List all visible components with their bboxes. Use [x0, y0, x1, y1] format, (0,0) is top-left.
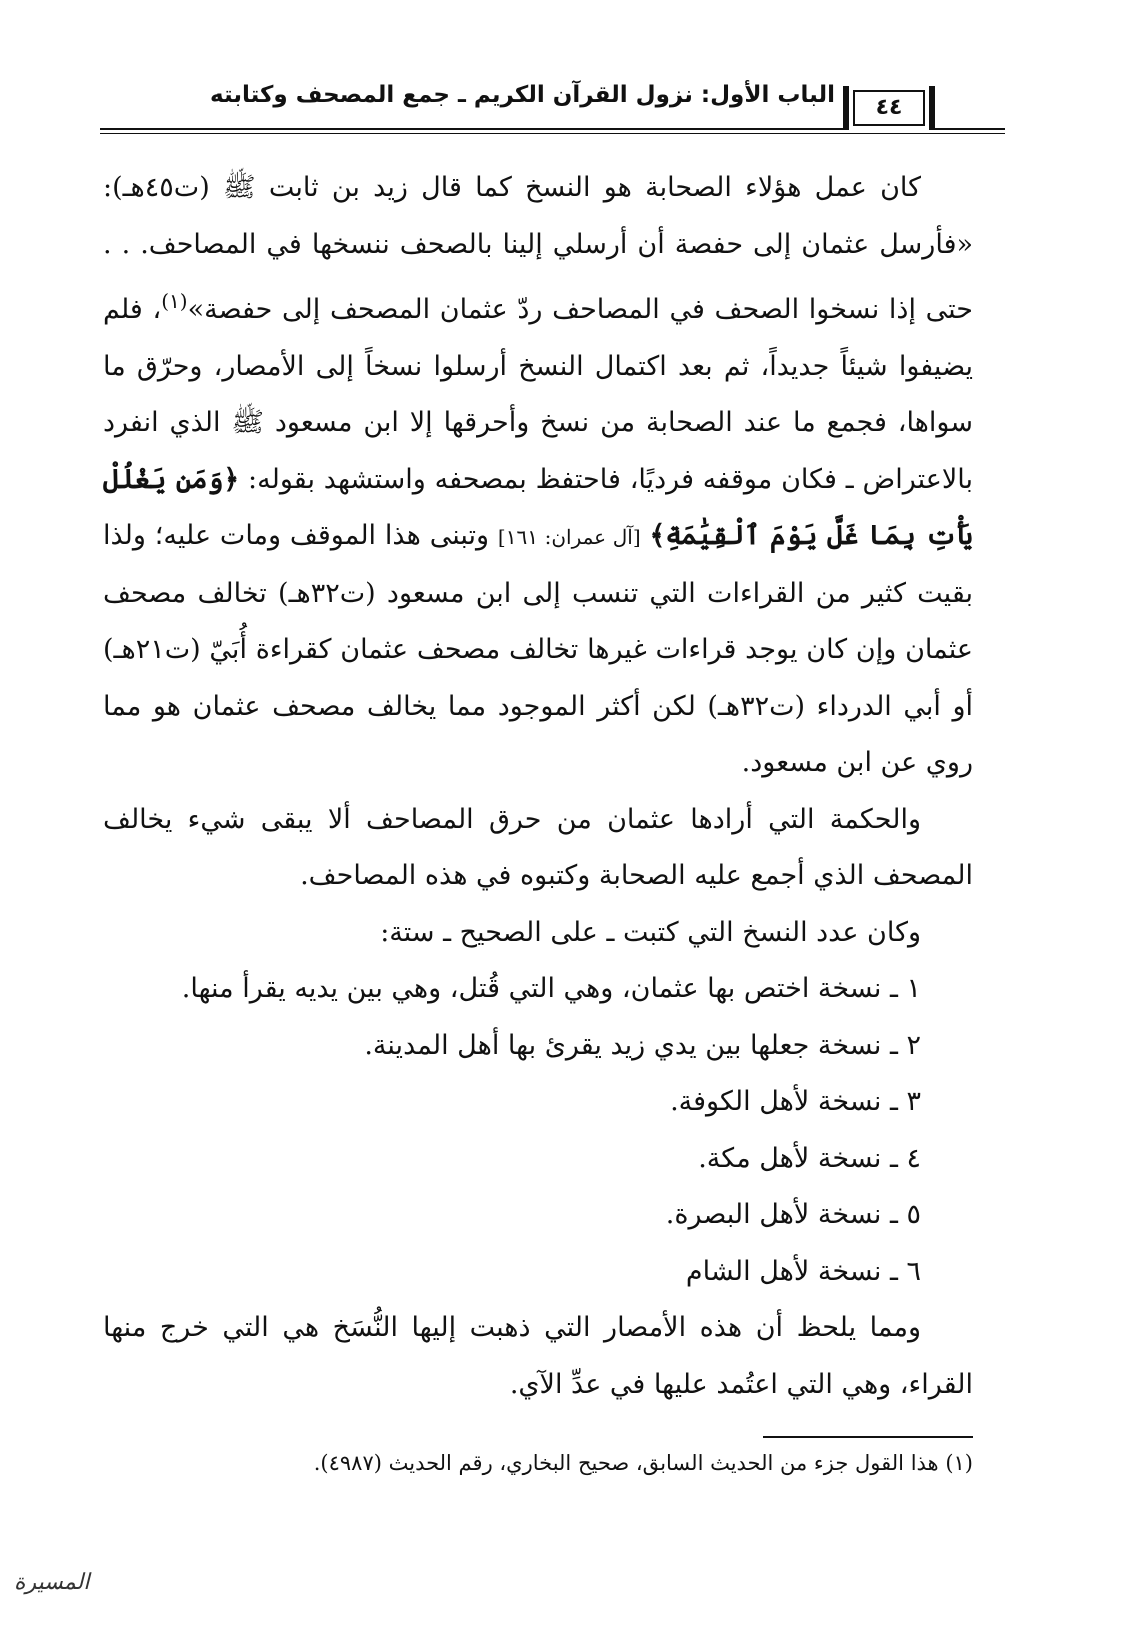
paragraph-4: ومما يلحظ أن هذه الأمصار التي ذهبت إليها النُّسَخ هي التي خرج منها القراء، وهي التي اعتُمد عليها في عدِّ الآي.: [103, 1312, 973, 1400]
paragraph-1: [103, 160, 973, 792]
list-item: ٥ ـ نسخة لأهل البصرة.: [665, 1199, 921, 1230]
header-rule-thin: [100, 133, 1005, 134]
main-text: [103, 160, 973, 1413]
footnote: [103, 1448, 973, 1478]
paragraph-3: وكان عدد النسخ التي كتبت ـ على الصحيح ـ ستة:: [380, 916, 921, 948]
list-item: ٤ ـ نسخة لأهل مكة.: [698, 1142, 921, 1174]
verse-reference: [آل عمران: ١٦١]: [497, 525, 641, 549]
footnote-marker[interactable]: (١): [161, 289, 188, 313]
page-number-frame: [843, 86, 935, 130]
publisher-logo: المسيرة: [14, 1570, 90, 1595]
footnote-number: (١): [945, 1451, 973, 1475]
list-item: ٢ ـ نسخة جعلها بين يدي زيد يقرئ بها أهل المدينة.: [364, 1029, 921, 1061]
chapter-title: الباب الأول: نزول القرآن الكريم ـ جمع المصحف وكتابته: [210, 82, 835, 108]
footnote-text: هذا القول جزء من الحديث السابق، صحيح البخاري، رقم الحديث (٤٩٨٧).: [313, 1451, 939, 1475]
paragraph-2: والحكمة التي أرادها عثمان من حرق المصاحف ألا يبقى شيء يخالف المصحف الذي أجمع عليه الصحابة وكتبوه في هذه المصاحف.: [103, 803, 973, 891]
footnote-divider: [763, 1436, 973, 1438]
paragraph-1-part-a: كان عمل هؤلاء الصحابة هو النسخ كما قال زيد بن ثابت ﷺ (ت٤٥هـ): «فأرسل عثمان إلى حفصة أن أرسلي إلينا بالصحف ننسخها في المصاحف. . . حتى إذا نسخوا الصحف في المصاحف ردّ عثمان المصحف إلى حفصة»: [103, 172, 973, 325]
running-header: [100, 80, 1005, 138]
paragraph-1-part-c: وتبنى هذا الموقف ومات عليه؛ ولذا بقيت كثير من القراءات التي تنسب إلى ابن مسعود (ت٣٢هـ) تخالف مصحف عثمان وإن كان يوجد قراءات غيرها تخالف مصحف عثمان كقراءة أُبَيّ (ت٢١هـ) أو أبي الدرداء (ت٣٢هـ) لكن أكثر الموجود مما يخالف مصحف عثمان هو مما روي عن ابن مسعود.: [103, 520, 973, 778]
list-item: ٣ ـ نسخة لأهل الكوفة.: [670, 1086, 921, 1117]
quran-verse: ﴿وَمَن يَغْلُلْ يَأْتِ بِمَا غَلَّ يَوْمَ ٱلْقِيَٰمَةِ﴾: [103, 463, 973, 551]
list-item: ١ ـ نسخة اختص بها عثمان، وهي التي قُتل، وهي بين يديه يقرأ منها.: [181, 973, 921, 1004]
paragraph-1-part-b: ، فلم يضيفوا شيئاً جديداً، ثم بعد اكتمال النسخ أرسلوا نسخاً إلى الأمصار، وحرّق ما سواها، فجمع ما عند الصحابة من نسخ وأحرقها إلا ابن مسعود ﷺ الذي انفرد بالاعتراض ـ فكان موقفه فرديًا، فاحتفظ بمصحفه واستشهد بقوله:: [103, 294, 973, 495]
page-number: ٤٤: [853, 90, 925, 126]
list-item: ٦ ـ نسخة لأهل الشام: [685, 1255, 921, 1287]
